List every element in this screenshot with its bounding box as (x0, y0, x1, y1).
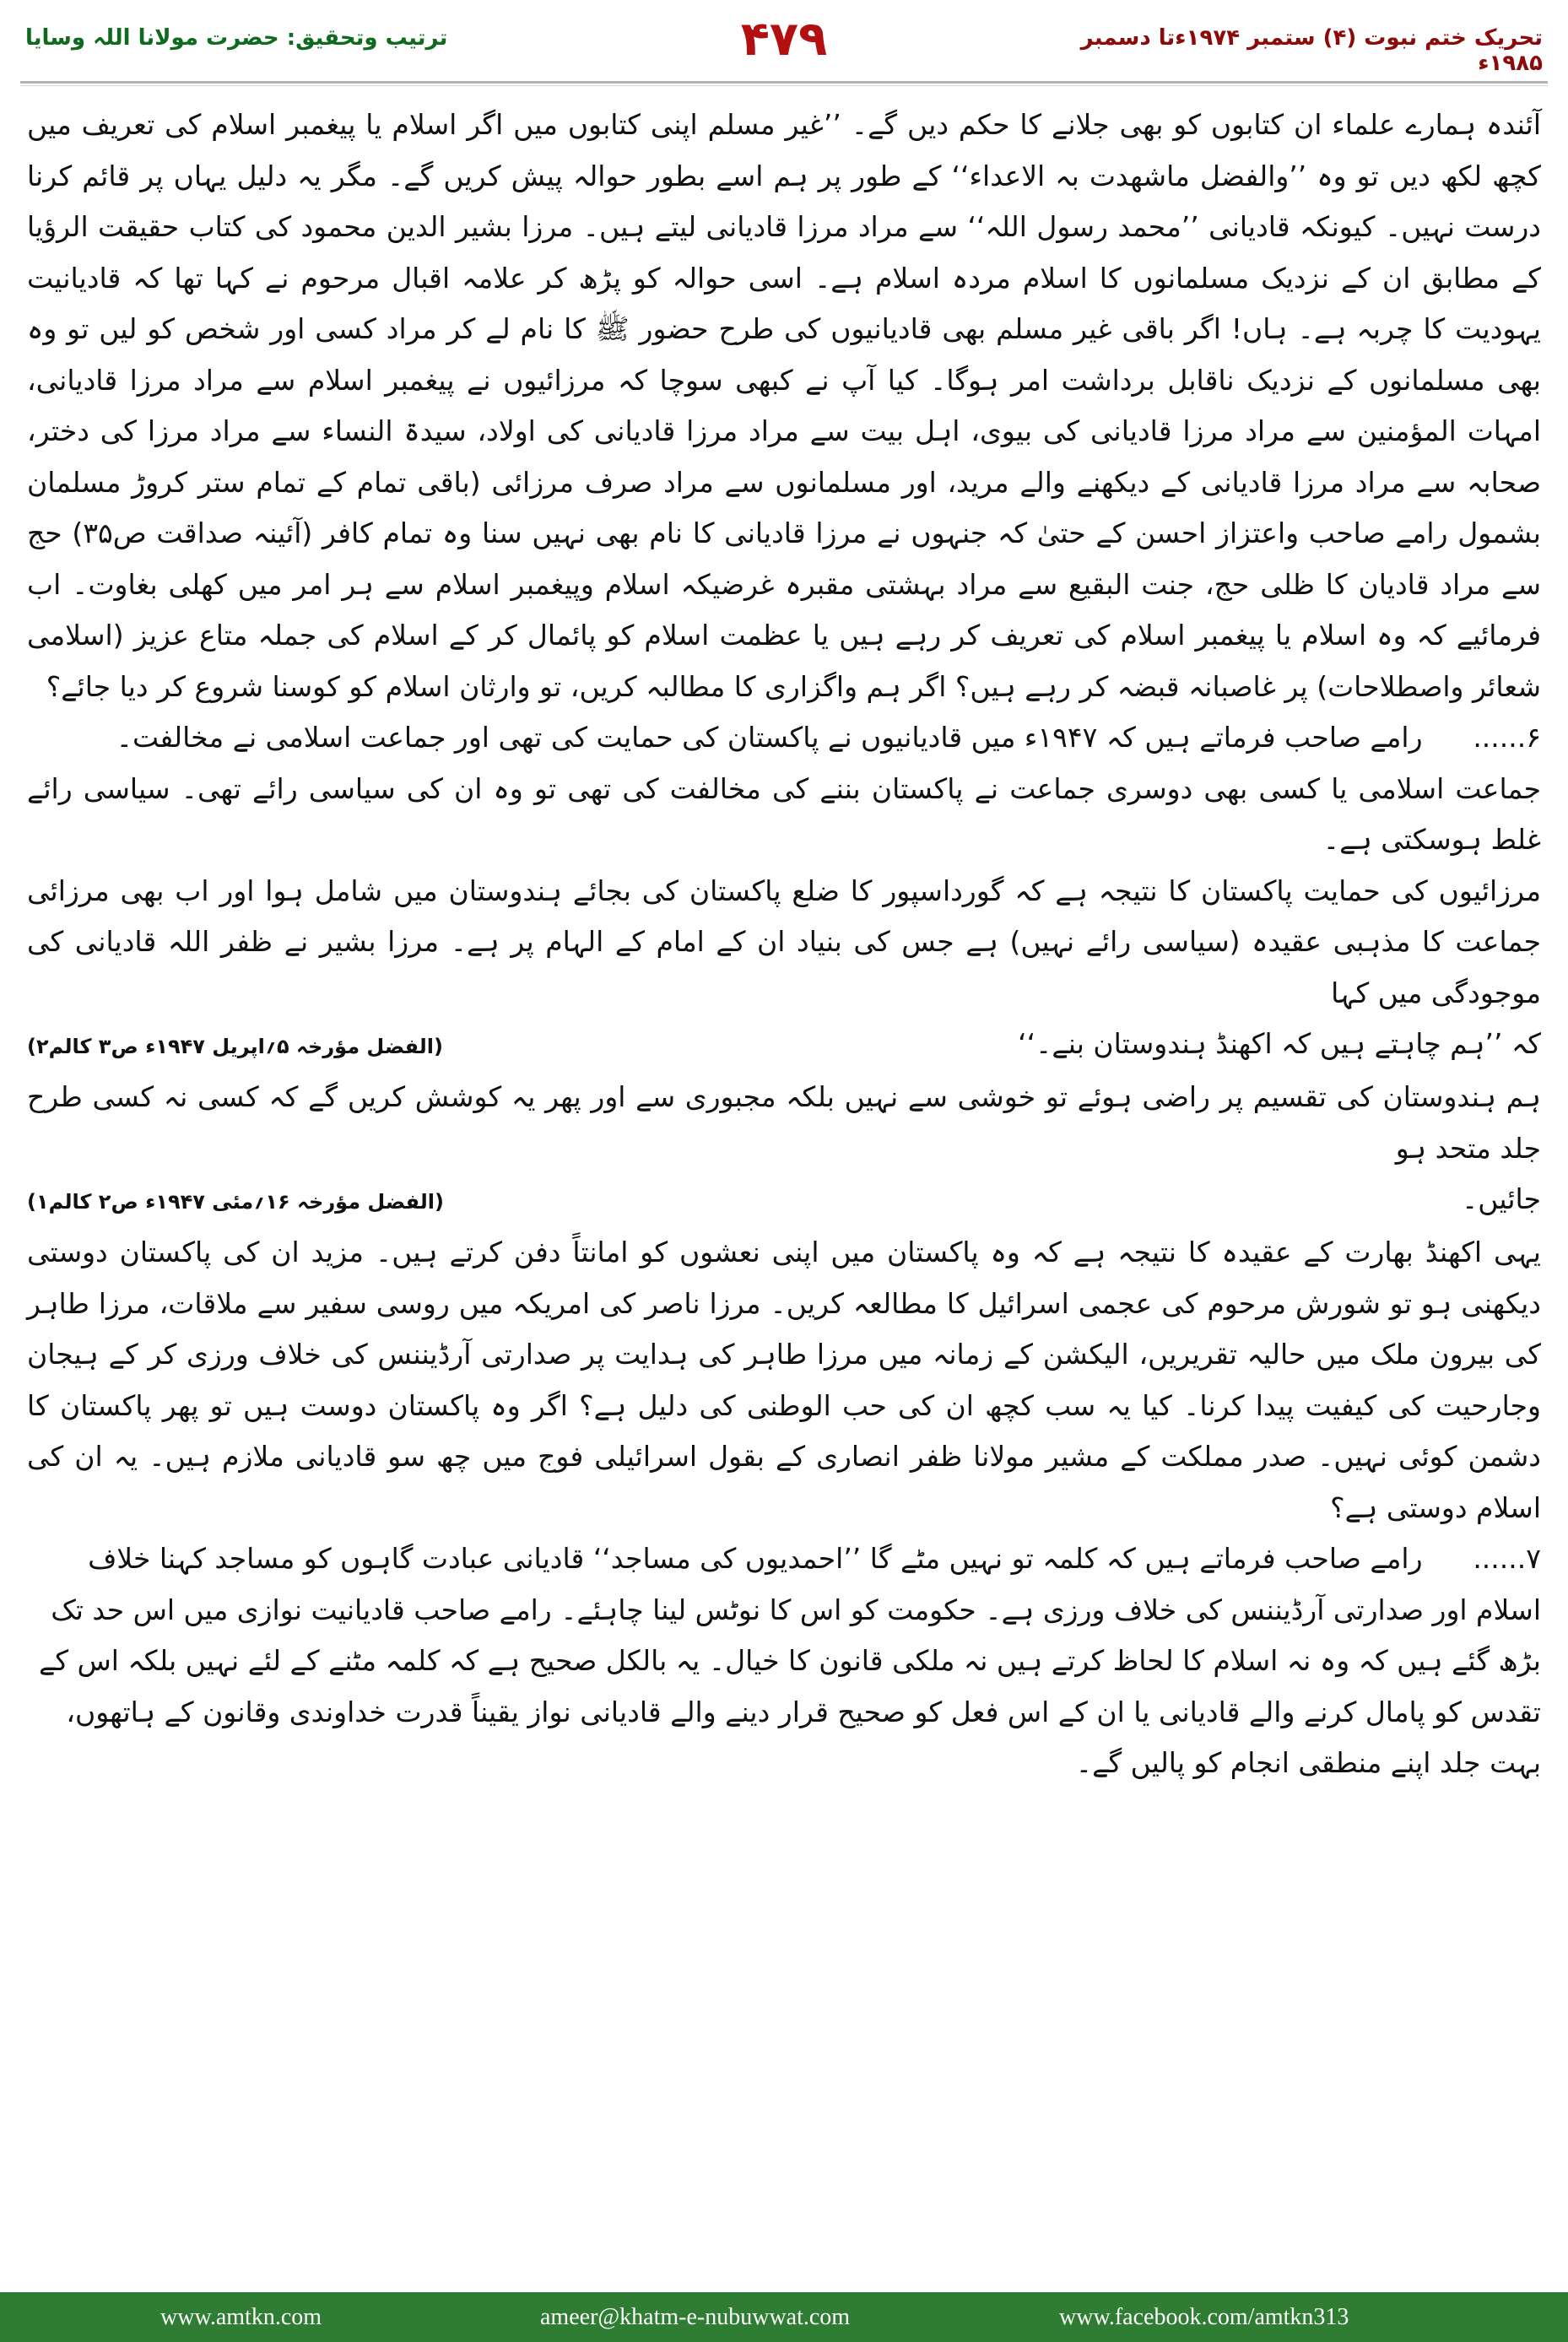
page-number: ۴۷۹ (740, 12, 828, 67)
header-divider-thin (20, 85, 1548, 86)
quotation-line (27, 1174, 1541, 1227)
header-book-title: تحریک ختم نبوت (۴) ستمبر ۱۹۷۴ءتا دسمبر ۱۹۸۵ء (1080, 25, 1543, 76)
item-text: رامے صاحب فرماتے ہیں کہ کلمہ تو نہیں مٹے گا ’’احمدیوں کی مساجد‘‘ قادیانی عبادت گاہوں کو مساجد کہنا خلاف اسلام اور صدارتی آرڈیننس کی خلاف ورزی ہے۔ حکومت کو اس کا نوٹس لینا چاہئے۔ رامے صاحب قادیانیت نوازی میں اس حد تک بڑھ گئے ہیں کہ وہ نہ اسلام کا لحاظ کرتے ہیں نہ ملکی قانون کا خیال۔ یہ بالکل صحیح ہے کہ کلمہ مٹنے کے لئے نہیں بلکہ اس کے تقدس کو پامال کرنے والے قادیانی یا ان کے اس فعل کو صحیح قرار دینے والے قادیانی نواز یقیناً قدرت خداوندی وقانون کے ہاتھوں، بہت جلد اپنے منطقی انجام کو پالیں گے۔ (38, 1542, 1541, 1779)
facebook-link[interactable]: www.facebook.com/amtkn313 (1059, 2304, 1349, 2330)
body-paragraph: یہی اکھنڈ بھارت کے عقیدہ کا نتیجہ ہے کہ وہ پاکستان میں اپنی نعشوں کو امانتاً دفن کرتے ہیں۔ مزید ان کی پاکستان دوستی دیکھنی ہو تو شورش مرحوم کی عجمی اسرائیل کا مطالعہ کریں۔ مرزا ناصر کی امریکہ میں روسی سفیر سے ملاقات، مرزا طاہر کی بیرون ملک میں حالیہ تقریریں، الیکشن کے زمانہ میں مرزا طاہر کی ہدایت پر صدارتی آرڈیننس کی خلاف ورزی کر کے ہیجان وجارحیت کی کیفیت پیدا کرنا۔ کیا یہ سب کچھ ان کی حب الوطنی کی دلیل ہے؟ اگر وہ پاکستان دوست ہیں تو پھر پاکستان کا دشمن کوئی نہیں۔ صدر مملکت کے مشیر مولانا ظفر انصاری کے بقول اسرائیلی فوج میں چھ سو قادیانی ملازم ہیں۔ یہ ان کی اسلام دوستی ہے؟ (27, 1236, 1541, 1524)
body-paragraph: جماعت اسلامی یا کسی بھی دوسری جماعت نے پاکستان بننے کی مخالفت کی تھی تو وہ ان کی سیاسی رائے تھی۔ سیاسی رائے غلط ہوسکتی ہے۔ (27, 771, 1541, 856)
item-number: ۶...... (1473, 721, 1541, 754)
website-link[interactable]: www.amtkn.com (160, 2304, 322, 2330)
body-paragraph: مرزائیوں کی حمایت پاکستان کا نتیجہ ہے کہ گورداسپور کا ضلع پاکستان کی بجائے ہندوستان میں شامل ہوا اور اب بھی مرزائی جماعت کا مذہبی عقیدہ (سیاسی رائے نہیں) ہے جس کی بنیاد ان کے امام کے الہام پر ہے۔ مرزا بشیر نے ظفر اللہ قادیانی کی موجودگی میں کہا (27, 874, 1541, 1009)
body-paragraph: آئندہ ہمارے علماء ان کتابوں کو بھی جلانے کا حکم دیں گے۔ ’’غیر مسلم اپنی کتابوں میں اگر اسلام یا پیغمبر اسلام کی تعریف میں کچھ لکھ دیں تو وہ ’’والفضل ماشھدت بہ الاعداء‘‘ کے طور پر ہم اسے بطور حوالہ پیش کریں گے۔ مگر یہ دلیل یہاں پر قائم کرنا درست نہیں۔ کیونکہ قادیانی ’’محمد رسول اللہ‘‘ سے مراد مرزا قادیانی لیتے ہیں۔ مرزا بشیر الدین محمود کی کتاب حقیقت الرؤیا کے مطابق ان کے نزدیک مسلمانوں کا اسلام مردہ اسلام ہے۔ اسی حوالہ کو پڑھ کر علامہ اقبال مرحوم نے کہا تھا کہ قادیانیت یہودیت کا چربہ ہے۔ ہاں! اگر باقی غیر مسلم بھی قادیانیوں کی طرح حضور ﷺ کا نام لے کر مراد کسی اور شخص کو لیں تو وہ بھی مسلمانوں کے نزدیک ناقابل برداشت امر ہوگا۔ کیا آپ نے کبھی سوچا کہ مرزائیوں نے پیغمبر اسلام سے مراد مرزا قادیانی، امہات المؤمنین سے مراد مرزا قادیانی کی بیوی، اہل بیت سے مراد مرزا قادیانی کی اولاد، سیدۃ النساء سے مراد مرزا کی دختر، صحابہ سے مراد مرزا قادیانی کے دیکھنے والے مرید، اور مسلمانوں سے مراد صرف مرزائی (باقی تمام کے تمام ستر کروڑ مسلمان بشمول رامے صاحب واعتزاز احسن کے حتیٰ کہ جنہوں نے مرزا قادیانی کا نام بھی نہیں سنا وہ تمام کافر (آئینہ صداقت ص۳۵) حج سے مراد قادیان کا ظلی حج، جنت البقیع سے مراد بہشتی مقبرہ غرضیکہ اسلام وپیغمبر اسلام سے ہر امر میں کھلی بغاوت۔ اب فرمائیے کہ وہ اسلام یا پیغمبر اسلام کی تعریف کر رہے ہیں یا عظمت اسلام کو پائمال کر کے اسلام کی جملہ متاع عزیز (اسلامی شعائر واصطلاحات) پر غاصبانہ قبضہ کر رہے ہیں؟ اگر ہم واگزاری کا مطالبہ کریں، تو وارثان اسلام کو کوسنا شروع کر دیا جائے؟ (27, 108, 1541, 703)
citation-reference: (الفضل مؤرخہ ۱۶؍مئی ۱۹۴۷ء ص۲ کالم۱) (27, 1190, 444, 1214)
quotation-text: جائیں۔ (1461, 1182, 1541, 1215)
citation-reference: (الفضل مؤرخہ ۵؍اپریل ۱۹۴۷ء ص۳ کالم۲) (27, 1035, 443, 1058)
page-body (27, 100, 1541, 1789)
header-author-credit: ترتیب وتحقیق: حضرت مولانا اللہ وسایا (25, 25, 448, 51)
page-header (0, 0, 1568, 84)
quotation-text: کہ ’’ہم چاہتے ہیں کہ اکھنڈ ہندوستان بنے۔‘‘ (1018, 1027, 1541, 1060)
page-footer (0, 2292, 1568, 2342)
item-text: رامے صاحب فرماتے ہیں کہ ۱۹۴۷ء میں قادیانیوں نے پاکستان کی حمایت کی تھی اور جماعت اسلامی نے مخالفت۔ (116, 721, 1423, 754)
email-link[interactable]: ameer@khatm-e-nubuwwat.com (540, 2304, 851, 2330)
numbered-item-6 (27, 712, 1541, 764)
body-paragraph: ہم ہندوستان کی تقسیم پر راضی ہوئے تو خوشی سے نہیں بلکہ مجبوری سے اور پھر یہ کوشش کریں گے کہ کسی نہ کسی طرح جلد متحد ہو (27, 1080, 1541, 1165)
quotation-line (27, 1019, 1541, 1072)
header-divider (20, 81, 1548, 84)
item-number: ۷...... (1473, 1542, 1541, 1575)
numbered-item-7 (27, 1533, 1541, 1789)
